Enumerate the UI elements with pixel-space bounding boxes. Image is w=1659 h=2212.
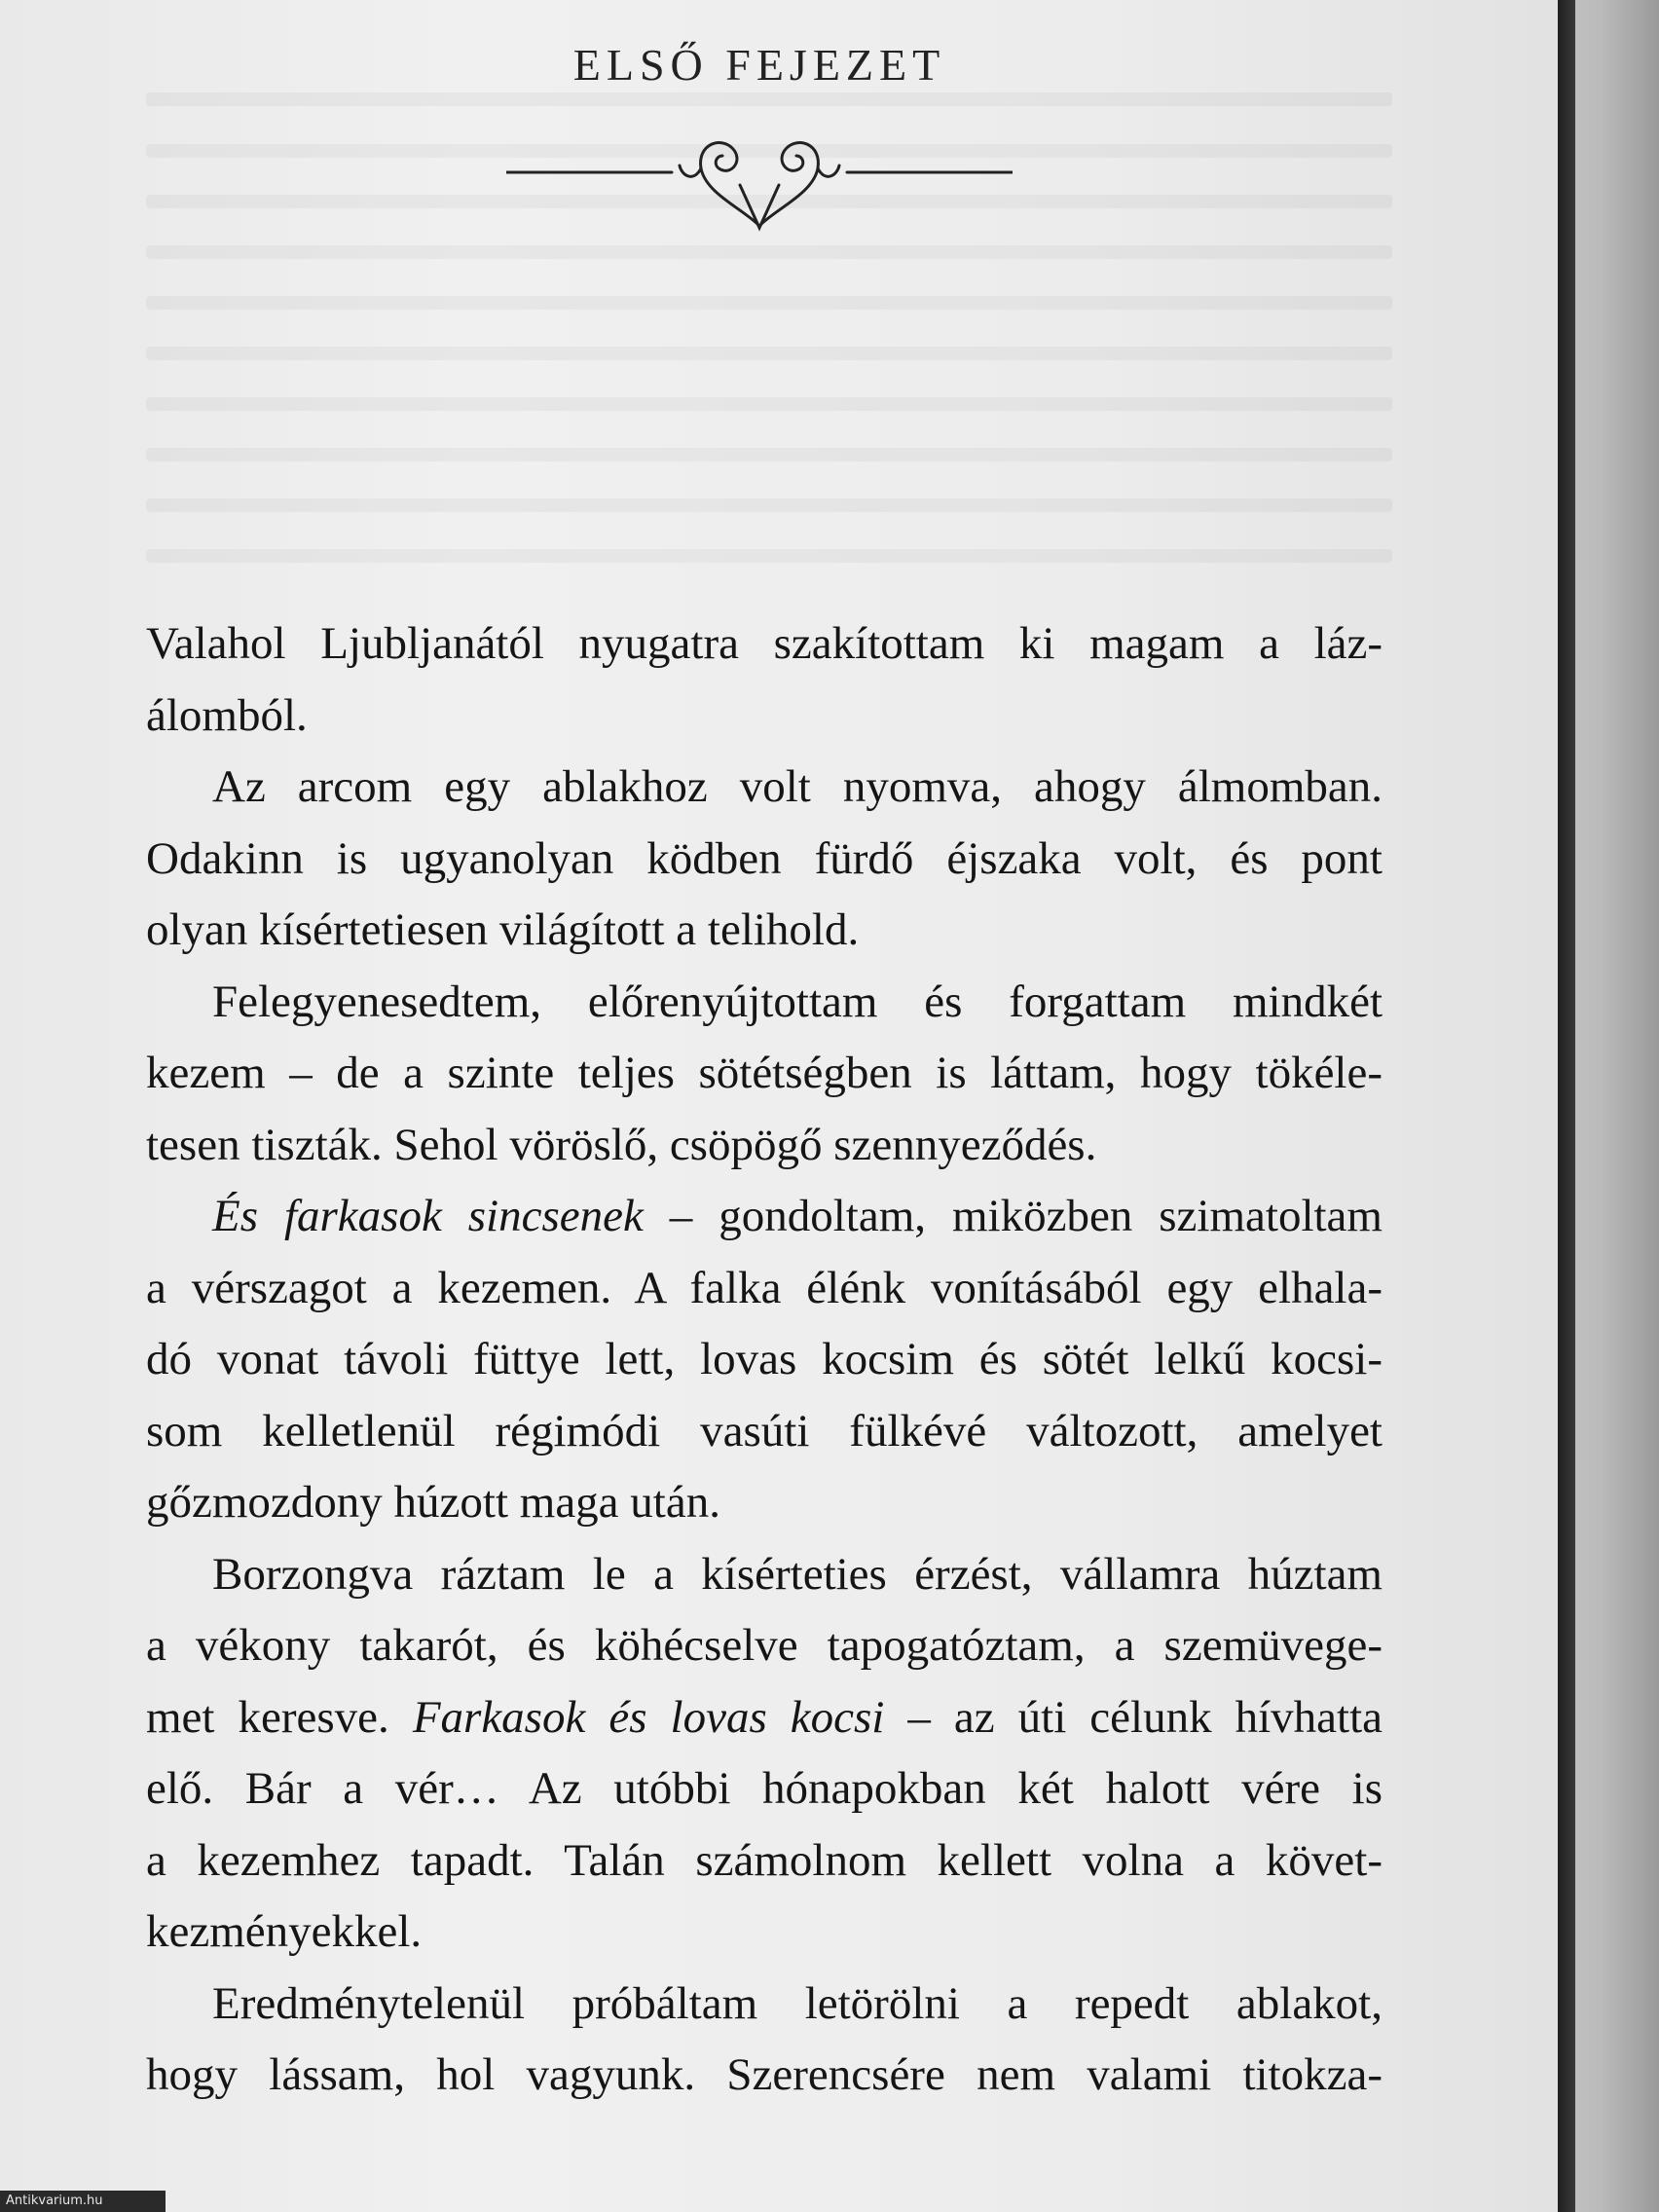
bleed-through-line xyxy=(146,498,1392,512)
bleed-through-line xyxy=(146,549,1392,563)
text-segment: – gondoltam, miközben szimatoltam xyxy=(643,1191,1382,1241)
bleed-through-line xyxy=(146,448,1392,461)
text-line xyxy=(146,1110,1382,1182)
text-line xyxy=(146,1038,1382,1110)
bleed-through-line xyxy=(146,397,1392,411)
text-line xyxy=(146,1897,1382,1969)
text-line xyxy=(146,752,1382,824)
text-segment: tesen tiszták. Sehol vöröslő, csöpögő szennyeződés. xyxy=(146,1119,1097,1170)
text-line xyxy=(146,681,1382,753)
text-segment: dó vonat távoli füttye lett, lovas kocsim és sötét lelkű kocsi- xyxy=(146,1334,1382,1384)
text-line xyxy=(146,1539,1382,1611)
text-line xyxy=(146,1253,1382,1325)
text-segment: gőzmozdony húzott maga után. xyxy=(146,1477,720,1528)
chapter-title: ELSŐ FEJEZET xyxy=(572,40,946,90)
bleed-through-line xyxy=(146,245,1392,259)
text-segment: elő. Bár a vér… Az utóbbi hónapokban két halott vére is xyxy=(146,1763,1382,1814)
italic-text-segment: És farkasok sincsenek xyxy=(212,1191,644,1241)
text-line xyxy=(146,1467,1382,1539)
scroll-heart-ornament-icon xyxy=(506,115,1013,241)
chapter-body-text xyxy=(146,608,1382,2112)
text-line xyxy=(146,1610,1382,1682)
bleed-through-line xyxy=(146,347,1392,360)
text-line xyxy=(146,1324,1382,1396)
text-segment: Eredménytelenül próbáltam letörölni a repedt ablakot, xyxy=(212,1977,1382,2029)
text-line xyxy=(146,1825,1382,1898)
bleed-through-line xyxy=(146,92,1392,106)
text-segment: a vérszagot a kezemen. A falka élénk vonításából egy elhala- xyxy=(146,1262,1382,1313)
text-line xyxy=(146,824,1382,896)
text-segment: met keresve. xyxy=(146,1691,413,1743)
text-line xyxy=(146,895,1382,967)
text-line xyxy=(146,967,1382,1039)
text-line xyxy=(146,1969,1382,2041)
text-segment: – az úti célunk hívhatta xyxy=(884,1691,1382,1743)
text-line xyxy=(146,608,1382,681)
text-segment: som kelletlenül régimódi vasúti fülkévé változott, amelyet xyxy=(146,1405,1382,1456)
text-segment: kezményekkel. xyxy=(146,1906,423,1957)
text-segment: a vékony takarót, és köhécselve tapogatóztam, a szemüvege- xyxy=(146,1620,1382,1671)
bleed-through-line xyxy=(146,296,1392,310)
text-segment: hogy lássam, hol vagyunk. Szerencsére nem valami titokza- xyxy=(146,2049,1382,2100)
text-segment: álomból. xyxy=(146,689,308,741)
text-segment: kezem – de a szinte teljes sötétségben is láttam, hogy tökéle- xyxy=(146,1048,1382,1098)
text-line xyxy=(146,1753,1382,1825)
text-segment: Felegyenesedtem, előrenyújtottam és forgattam mindkét xyxy=(212,976,1382,1027)
watermark: Antikvarium.hu xyxy=(0,2191,166,2212)
text-line xyxy=(146,1181,1382,1253)
text-segment: Az arcom egy ablakhoz volt nyomva, ahogy álmomban. xyxy=(212,761,1382,812)
page-edge-shadow xyxy=(1558,0,1575,2212)
text-line xyxy=(146,1396,1382,1468)
text-segment: Valahol Ljubljanától nyugatra szakítottam ki magam a láz- xyxy=(146,618,1382,669)
text-segment: Borzongva ráztam le a kísérteties érzést, vállamra húztam xyxy=(212,1548,1382,1600)
text-segment: olyan kísértetiesen világított a telihold. xyxy=(146,904,860,955)
text-line xyxy=(146,1682,1382,1754)
text-line xyxy=(146,2040,1382,2112)
italic-text-segment: Farkasok és lovas kocsi xyxy=(412,1691,885,1743)
text-segment: a kezemhez tapadt. Talán számolnom kellett volna a követ- xyxy=(146,1834,1382,1886)
text-segment: Odakinn is ugyanolyan ködben fürdő éjszaka volt, és pont xyxy=(146,832,1382,884)
